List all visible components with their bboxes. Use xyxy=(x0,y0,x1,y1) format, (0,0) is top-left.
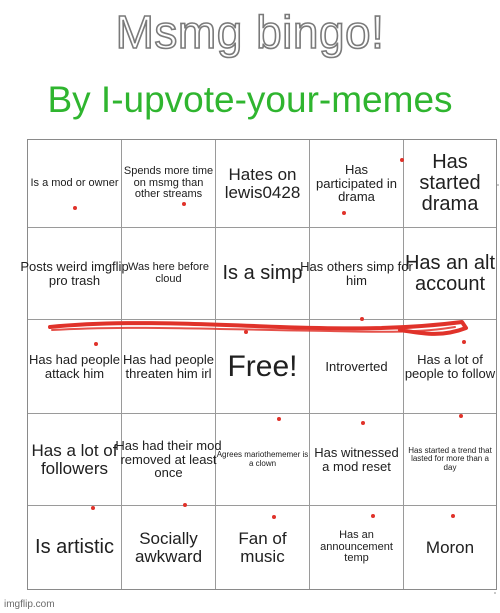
cell-label: Fan of music xyxy=(238,528,287,566)
bingo-cell[interactable] xyxy=(310,506,404,589)
bingo-cell[interactable] xyxy=(20,228,129,320)
page-title: Msmg bingo! xyxy=(115,6,385,58)
bingo-board xyxy=(20,139,497,590)
cell-label: Posts weird imgflip pro trash xyxy=(20,258,129,288)
bingo-cell[interactable] xyxy=(310,414,404,506)
red-dot-mark xyxy=(361,421,365,425)
bingo-cell[interactable] xyxy=(404,228,496,320)
cell-label: Hates on lewis0428 xyxy=(224,164,301,202)
red-dot-mark xyxy=(183,503,187,507)
red-dot-mark xyxy=(400,158,404,162)
red-dot-mark xyxy=(91,506,95,510)
cell-label: Has witnessed a mod reset xyxy=(314,444,399,474)
cell-label: Has an alt account xyxy=(404,251,496,295)
red-dot-mark xyxy=(277,417,281,421)
bingo-cell[interactable] xyxy=(28,320,122,414)
bingo-cell[interactable] xyxy=(122,320,216,414)
cell-label: Agrees mariothememer is a clown xyxy=(216,450,309,468)
bingo-cell[interactable] xyxy=(300,228,413,320)
red-dot-mark xyxy=(371,514,375,518)
bingo-cell[interactable] xyxy=(28,414,122,506)
bingo-cell[interactable] xyxy=(310,320,404,414)
speck-mark xyxy=(497,184,499,186)
bingo-cell[interactable] xyxy=(115,414,222,506)
cell-label: Has an announcement temp xyxy=(320,529,393,565)
cell-label: Has had people attack him xyxy=(28,351,121,381)
cell-label: Has had people threaten him irl xyxy=(122,351,215,381)
bingo-cell[interactable] xyxy=(404,414,496,506)
bingo-cell[interactable] xyxy=(122,228,216,320)
cell-label: Is a simp xyxy=(222,262,303,284)
red-dot-mark xyxy=(342,211,346,215)
red-dot-mark xyxy=(94,342,98,346)
cell-label: Has participated in drama xyxy=(316,162,397,205)
cell-label: Is artistic xyxy=(35,536,114,558)
cell-label: Has started a trend that lasted for more than a day xyxy=(408,445,492,472)
cell-label: Free! xyxy=(227,349,298,383)
bingo-cell-free[interactable] xyxy=(216,320,310,414)
red-dot-mark xyxy=(459,414,463,418)
cell-label: Has a lot of followers xyxy=(31,440,118,478)
cell-label: Socially awkward xyxy=(134,528,203,566)
cell-label: Has a lot of people to follow xyxy=(404,351,496,381)
watermark: imgflip.com xyxy=(4,599,55,610)
bingo-cell[interactable] xyxy=(28,140,122,228)
bingo-cell[interactable] xyxy=(216,414,310,506)
cell-label: Has had their mod removed at least once xyxy=(115,438,222,481)
page-subtitle: By I-upvote-your-memes xyxy=(47,79,453,120)
cell-label: Introverted xyxy=(325,358,388,374)
cell-label: Was here before cloud xyxy=(128,260,209,285)
red-dot-mark xyxy=(272,515,276,519)
cell-label: Has started drama xyxy=(419,151,481,215)
red-dot-mark xyxy=(462,340,466,344)
red-dot-mark xyxy=(451,514,455,518)
cell-label: Is a mod or owner xyxy=(30,176,119,189)
bingo-cell[interactable] xyxy=(404,140,496,228)
bingo-cell[interactable] xyxy=(216,506,310,589)
red-dot-mark xyxy=(182,202,186,206)
red-dot-mark xyxy=(244,330,248,334)
bingo-cell[interactable] xyxy=(310,140,404,228)
speck-mark xyxy=(494,592,496,594)
red-dot-mark xyxy=(73,206,77,210)
bingo-cell[interactable] xyxy=(216,140,310,228)
bingo-cell[interactable] xyxy=(216,228,310,320)
bingo-cell[interactable] xyxy=(122,140,216,228)
bingo-cell[interactable] xyxy=(404,506,496,589)
cell-label: Spends more time on msmg than other streams xyxy=(123,165,214,201)
red-dot-mark xyxy=(360,317,364,321)
bingo-cell[interactable] xyxy=(122,506,216,589)
cell-label: Has others simp for him xyxy=(300,258,413,288)
cell-label: Moron xyxy=(425,537,475,557)
bingo-cell[interactable] xyxy=(404,320,496,414)
bingo-cell[interactable] xyxy=(28,506,122,589)
